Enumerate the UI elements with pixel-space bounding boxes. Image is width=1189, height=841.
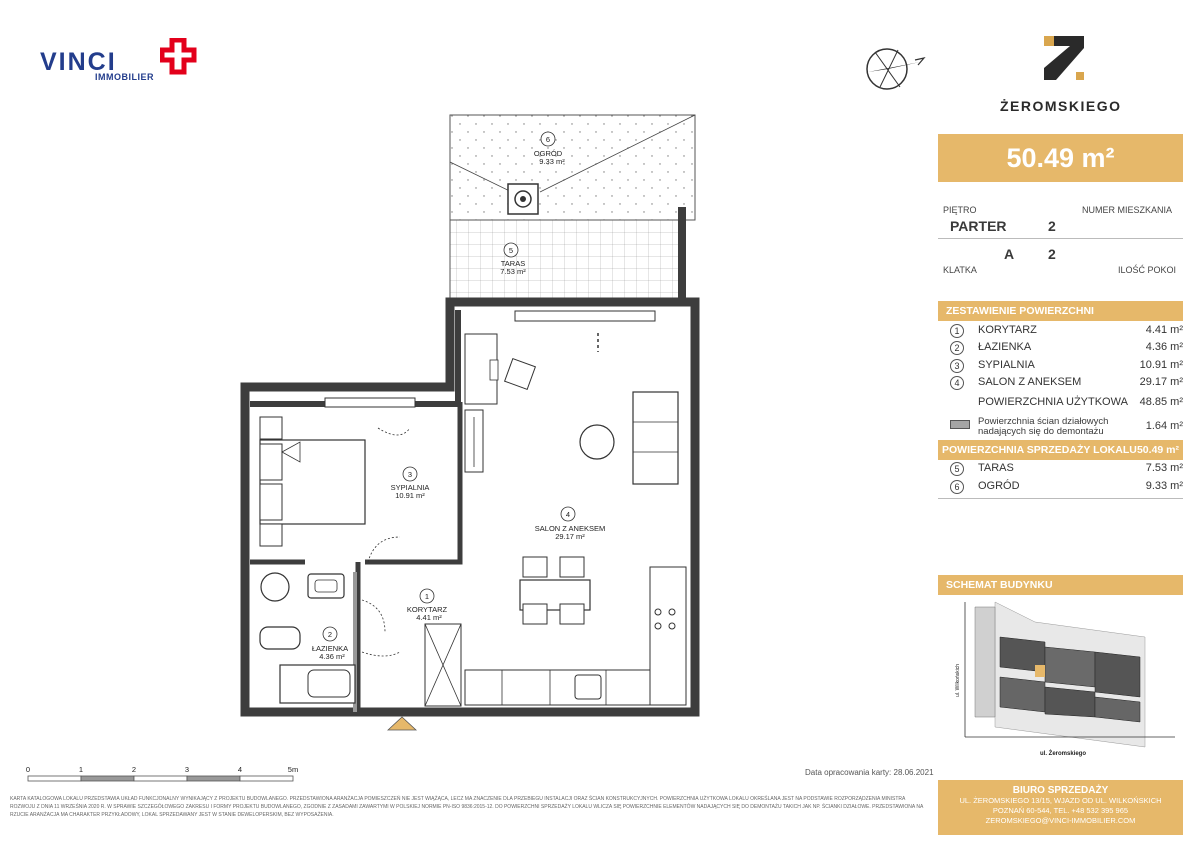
sales-office-email[interactable]: ZEROMSKIEGO@VINCI-IMMOBILIER.COM [985, 816, 1136, 825]
sale-value: 50.49 m² [1136, 444, 1179, 456]
disclaimer-text: KARTA KATALOGOWA LOKALU PRZEDSTAWIA UKŁAD FUNKCJONALNY WYNIKAJĄCY Z PROJEKTU BUDOWLANEGO. PRZEDSTAWIONA ARANŻACJA POMIESZCZEŃ NIE JEST WIĄŻĄCA, LECZ MA ZNACZENIE DLA PRZEBIEGU INSTALACJI ORAZ ŚCIAN KONSTRUKCYJNYCH. POWIERZCHNIA UŻYTKOWA LOKALU OKREŚLANA JEST NA PODSTAWIE ROZPORZĄDZENIA MINISTRA ROZWOJU Z DNIA 11 WRZEŚNIA 2020 R. W SPRAWIE SZCZEGÓŁOWEGO ZAKRESU I FORMY PROJEKTU BUDOWLANEGO, ZGODNIE Z ZASADAMI ZAWARTYMI W POLSKIEJ NORMIE PN-ISO 9836:2015-12. DO POWIERZCHNI SPRZEDAŻY LOKALU WLICZA SIĘ POWIERZCHNIE ELEMENTÓW NADAJĄCYCH SIĘ DO DEMONTAŻU TAKICH JAK NP. ŚCIANKI DZIAŁOWE. PRZEDSTAWIONA NA RZUCIE ARANŻACJA MA CHARAKTER PRZYKŁADOWY, LOKAL SPRZEDAWANY JEST W STANIE DEWELOPERSKIM, BEZ WYPOSAŻENIA. [10, 796, 924, 818]
extras-row [948, 479, 1183, 496]
room-number: 1 [950, 324, 964, 338]
summary-divider [938, 498, 1183, 499]
apartment-marker [1035, 665, 1045, 677]
plan-room-area: 9.33 m² [539, 157, 565, 166]
room-number: 3 [950, 359, 964, 373]
plan-room-num: 5 [508, 246, 514, 255]
plan-room-name: ŁAZIENKA [311, 644, 349, 653]
pokoje-value: 2 [1048, 246, 1056, 262]
room-area: 4.41 m² [1145, 324, 1183, 336]
room-area: 10.91 m² [1139, 359, 1183, 371]
numer-value: 2 [1048, 218, 1056, 234]
sales-office-box [938, 780, 1183, 835]
plan-room-area: 29.17 m² [555, 532, 585, 541]
sale-label: POWIERZCHNIA SPRZEDAŻY LOKALU [942, 444, 1137, 456]
room-area: 9.33 m² [1145, 480, 1183, 492]
scale-tick: 4 [237, 765, 243, 774]
scale-tick: 5m [287, 765, 299, 774]
walls-label-2: nadających się do demontażu [978, 426, 1104, 437]
usable-row [948, 395, 1183, 412]
scale-tick: 3 [184, 765, 190, 774]
plan-room-area: 10.91 m² [395, 491, 425, 500]
summary-row [948, 340, 1183, 357]
plan-room-area: 7.53 m² [500, 267, 526, 276]
plan-room-num: 3 [407, 470, 413, 479]
plan-room-area: 4.41 m² [416, 613, 442, 622]
extras-row [948, 461, 1183, 478]
room-name: SYPIALNIA [978, 359, 1035, 371]
plan-room-num: 6 [545, 135, 551, 144]
room-name: KORYTARZ [978, 324, 1037, 336]
room-number: 2 [950, 341, 964, 355]
scale-bar [20, 762, 320, 790]
floor-plan [240, 112, 710, 737]
room-area: 7.53 m² [1145, 462, 1183, 474]
usable-value: 48.85 m² [1139, 396, 1183, 408]
plan-room-name: KORYTARZ [406, 605, 448, 614]
summary-heading: ZESTAWIENIE POWIERZCHNI [938, 301, 1183, 321]
pietro-label: PIĘTRO [943, 205, 977, 215]
building-schema [945, 597, 1180, 762]
room-area: 29.17 m² [1139, 376, 1183, 388]
plan-room-name: TARAS [500, 259, 526, 268]
plan-room-num: 2 [327, 630, 333, 639]
entrance-arrow-icon [388, 717, 416, 730]
schema-heading: SCHEMAT BUDYNKU [938, 575, 1183, 595]
room-number: 4 [950, 376, 964, 390]
numer-label: NUMER MIESZKANIA [1082, 205, 1173, 215]
summary-row [948, 375, 1183, 392]
plan-room-name: SYPIALNIA [390, 483, 430, 492]
walls-label-1: Powierzchnia ścian działowych [978, 416, 1109, 427]
street-bottom-label: ul. Żeromskiego [1040, 751, 1087, 757]
zeromskiego-logo-icon [1040, 32, 1088, 84]
terrace-area [450, 220, 682, 302]
vinci-logo-sub: IMMOBILIER [95, 72, 154, 82]
room-name: TARAS [978, 462, 1014, 474]
plan-room-num: 4 [565, 510, 571, 519]
room-number: 6 [950, 480, 964, 494]
date-text: Data opracowania karty: 28.06.2021 [805, 768, 934, 777]
plan-room-name: OGRÓD [533, 149, 563, 158]
plan-room-name: SALON Z ANEKSEM [534, 524, 606, 533]
room-number: 5 [950, 462, 964, 476]
street-side-label: ul. Wilkońskich [955, 663, 961, 697]
sales-office-title: BIURO SPRZEDAŻY [1012, 785, 1109, 796]
klatka-value: A [1004, 246, 1015, 262]
room-name: ŁAZIENKA [978, 341, 1032, 353]
scale-tick: 0 [25, 765, 31, 774]
area-total: 50.49 m² [938, 134, 1183, 182]
garden-area [450, 115, 695, 220]
plan-room-area: 4.36 m² [319, 652, 345, 661]
room-name: SALON Z ANEKSEM [978, 376, 1082, 388]
room-area: 4.36 m² [1145, 341, 1183, 353]
room-name: OGRÓD [978, 480, 1020, 492]
usable-label: POWIERZCHNIA UŻYTKOWA [978, 396, 1128, 408]
sale-row [938, 440, 1183, 460]
walls-value: 1.64 m² [1145, 420, 1183, 432]
brand-name: ŻEROMSKIEGO [1000, 98, 1122, 114]
pietro-value: PARTER [950, 218, 1007, 234]
sales-office-address: UL. ŻEROMSKIEGO 13/15, WJAZD OD UL. WILKOŃSKICH [959, 796, 1162, 805]
klatka-label: KLATKA [943, 265, 977, 275]
pokoje-label: ILOŚĆ POKOI [1118, 265, 1177, 275]
summary-row [948, 358, 1183, 375]
vinci-logo-word: VINCI [40, 48, 117, 76]
summary-row [948, 323, 1183, 340]
scale-tick: 2 [131, 765, 137, 774]
plan-room-num: 1 [424, 592, 430, 601]
compass-icon [860, 42, 930, 97]
scale-tick: 1 [78, 765, 84, 774]
sales-office-phone: POZNAŃ 60-544, TEL. +48 532 395 965 [992, 806, 1129, 815]
vinci-cross-icon [160, 38, 200, 80]
walls-row [948, 416, 1183, 438]
walls-swatch [950, 420, 970, 429]
info-divider [938, 238, 1183, 239]
